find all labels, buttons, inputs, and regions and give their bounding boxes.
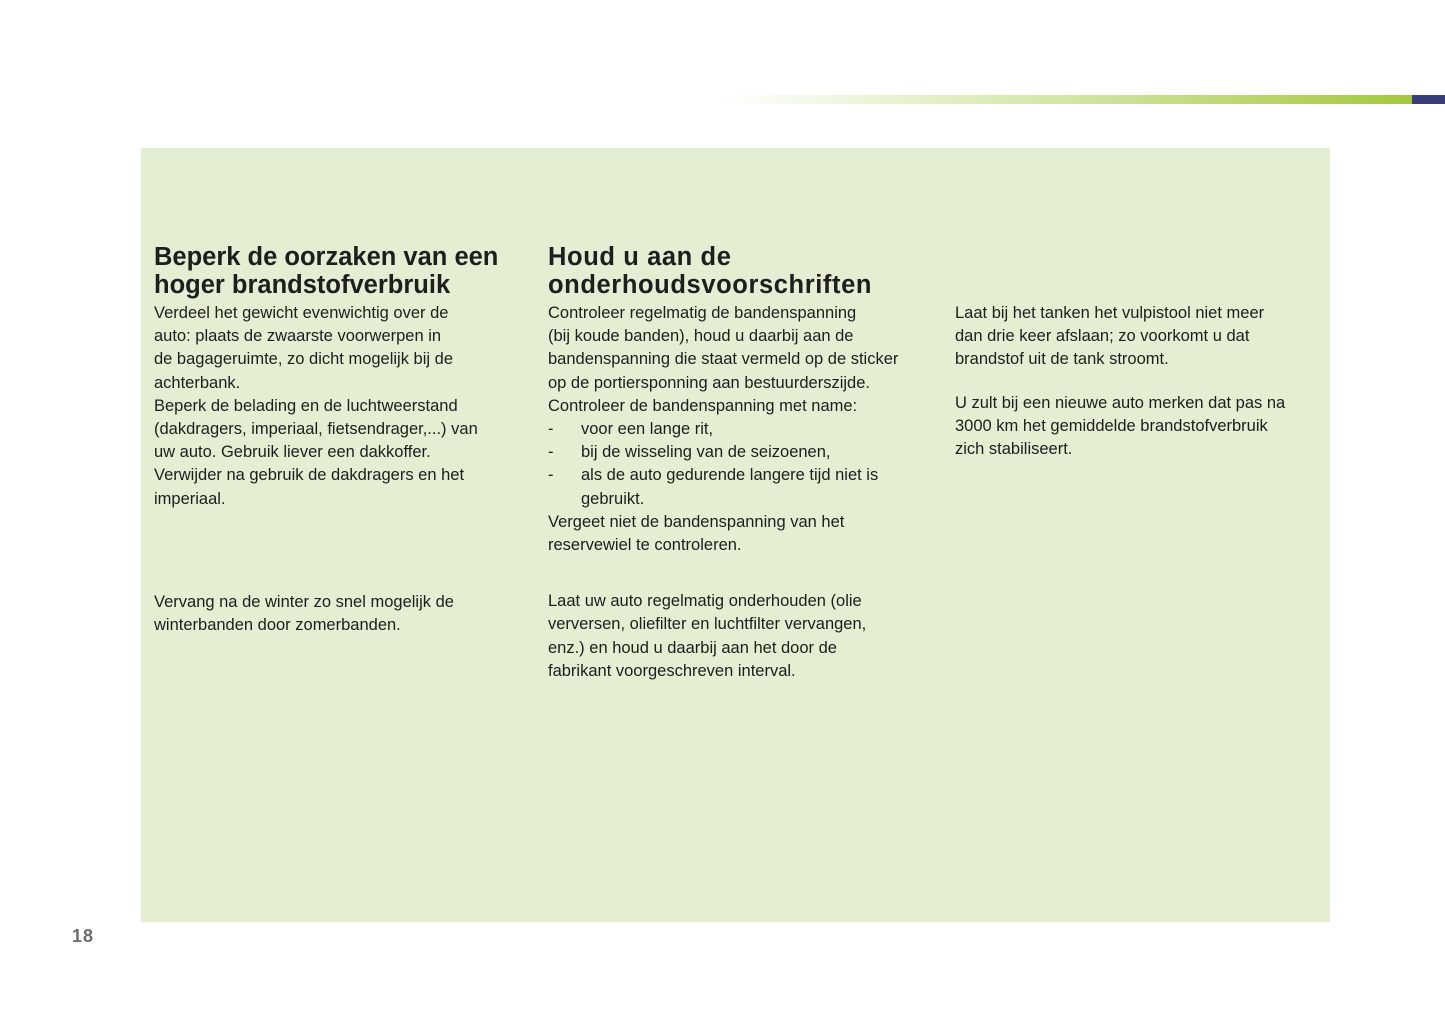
paragraph-check-pressure-intro: Controleer de bandenspanning met name: (548, 396, 858, 415)
text-line: Beperk de belading en de luchtweerstand (154, 396, 458, 415)
paragraph-tyre-pressure (548, 302, 933, 395)
title-line: hoger brandstofverbruik (154, 271, 451, 299)
dash-bullet: - (548, 466, 554, 485)
text-line: de bagageruimte, zo dicht mogelijk bij de (154, 350, 454, 369)
text-line: achterbank. (154, 373, 241, 392)
text-line: brandstof uit de tank stroomt. (955, 350, 1169, 369)
text-line: Verdeel het gewicht evenwichtig over de (154, 304, 449, 322)
text-line: Verwijder na gebruik de dakdragers en het (154, 466, 465, 485)
text-line: auto: plaats de zwaarste voorwerpen in (154, 327, 442, 346)
text-line: dan drie keer afslaan; zo voorkomt u dat (955, 327, 1250, 346)
text-line: Controleer regelmatig de bandenspanning (548, 304, 857, 322)
column-tips (955, 302, 1320, 461)
text-line: bandenspanning die staat vermeld op de sticker (548, 350, 899, 369)
dash-bullet: - (548, 443, 554, 462)
section-title-fuel-consumption (154, 243, 524, 299)
list-item-text: als de auto gedurende langere tijd niet is (581, 466, 879, 485)
text-line: winterbanden door zomerbanden. (154, 616, 401, 635)
text-line: reservewiel te controleren. (548, 536, 742, 555)
text-line: Laat bij het tanken het vulpistool niet meer (955, 304, 1265, 322)
text-line: uw auto. Gebruik liever een dakkoffer. (154, 443, 431, 462)
list-item (548, 464, 933, 510)
text-line: U zult bij een nieuwe auto merken dat pas na (955, 393, 1286, 412)
paragraph-air-resistance (154, 395, 524, 511)
header-accent-block (1412, 95, 1445, 104)
paragraph-new-car (955, 392, 1320, 462)
pressure-check-list (548, 418, 933, 511)
title-line: onderhoudsvoorschriften (548, 271, 873, 299)
paragraph-spare-wheel (548, 511, 933, 557)
text-line: zich stabiliseert. (955, 440, 1073, 459)
paragraph-refuelling (955, 302, 1320, 372)
column-fuel-consumption (154, 243, 524, 637)
list-item (548, 441, 933, 464)
section-title-maintenance (548, 243, 933, 299)
header-gradient-bar (722, 95, 1412, 104)
text-line: (bij koude banden), houd u daarbij aan de (548, 327, 854, 346)
title-line: Houd u aan de (548, 243, 732, 271)
page-number: 18 (72, 926, 95, 946)
text-line: enz.) en houd u daarbij aan het door de (548, 638, 837, 657)
dash-bullet: - (548, 420, 554, 439)
text-line: Laat uw auto regelmatig onderhouden (olie (548, 592, 862, 611)
text-line: imperiaal. (154, 489, 226, 508)
text-line: (dakdragers, imperiaal, fietsendrager,...) van (154, 420, 478, 439)
paragraph-weight-distribution (154, 302, 524, 395)
paragraph-winter-tyres (154, 591, 524, 637)
text-line: verversen, oliefilter en luchtfilter vervangen, (548, 615, 867, 634)
column-maintenance (548, 243, 933, 683)
text-line: Vergeet niet de bandenspanning van het (548, 512, 845, 531)
list-item-text: gebruikt. (581, 489, 645, 508)
text-line: Vervang na de winter zo snel mogelijk de (154, 592, 454, 611)
title-line: Beperk de oorzaken van een (154, 243, 499, 271)
text-line: op de portiersponning aan bestuurderszijde. (548, 373, 870, 392)
list-item-text: voor een lange rit, (581, 420, 714, 439)
text-line: 3000 km het gemiddelde brandstofverbruik (955, 416, 1268, 435)
list-item (548, 418, 933, 441)
text-line: fabrikant voorgeschreven interval. (548, 661, 796, 680)
paragraph-servicing (548, 590, 933, 683)
list-item-text: bij de wisseling van de seizoenen, (581, 443, 831, 462)
